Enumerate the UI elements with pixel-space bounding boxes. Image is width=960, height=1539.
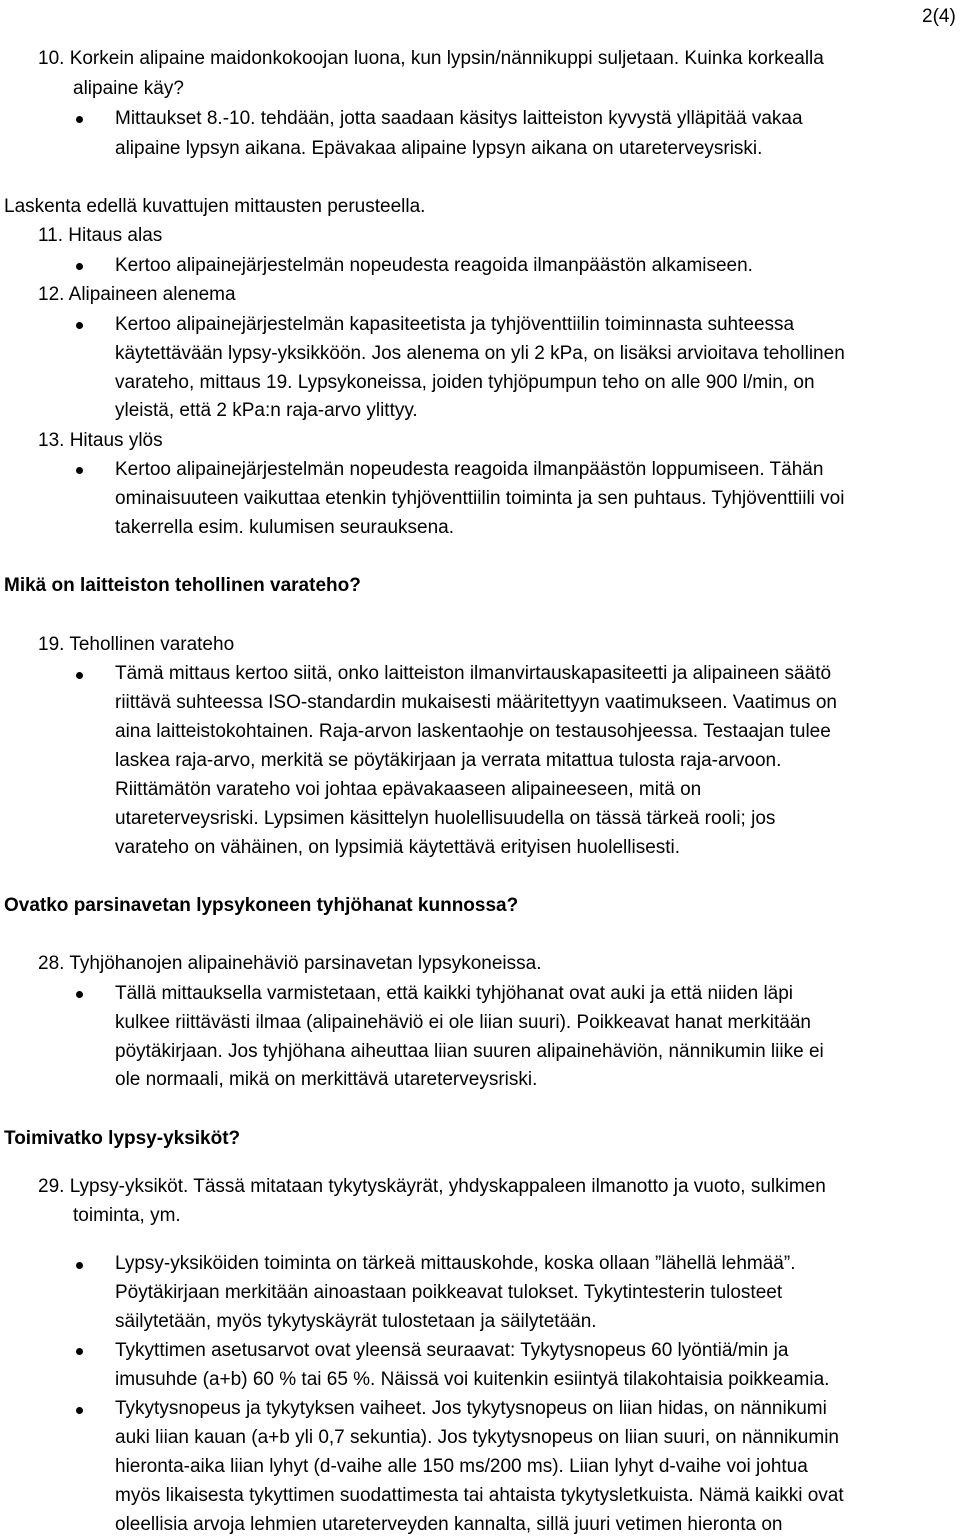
item-29-bullet-3-line-1: Tykytysnopeus ja tykytyksen vaiheet. Jos tykytysnopeus on liian hidas, on nännikumi	[115, 1398, 827, 1419]
item-29-bullet-2-line-1: Tykyttimen asetusarvot ovat yleensä seuraavat: Tykytysnopeus 60 lyöntiä/min ja	[115, 1340, 789, 1361]
item-29-line-1: 29. Lypsy-yksiköt. Tässä mitataan tykytyskäyrät, yhdyskappaleen ilmanotto ja vuoto, sulkimen	[38, 1176, 826, 1197]
item-28-bullet-line-3: pöytäkirjaan. Jos tyhjöhana aiheuttaa liian suuren alipainehäviön, nännikumin liike ei	[115, 1041, 824, 1062]
bullet-icon	[76, 322, 83, 329]
item-19-title: 19. Tehollinen varateho	[38, 634, 235, 655]
item-19-bullet-line-1: Tämä mittaus kertoo siitä, onko laitteiston ilmanvirtauskapasiteetti ja alipaineen säätö	[115, 663, 832, 684]
bullet-icon	[76, 991, 83, 998]
calculation-intro: Laskenta edellä kuvattujen mittausten perusteella.	[4, 196, 426, 217]
item-11-title: 11. Hitaus alas	[38, 225, 163, 246]
item-13-bullet-line-2: ominaisuuteen vaikuttaa etenkin tyhjöventtiilin toiminta ja sen puhtaus. Tyhjöventtiili voi	[115, 488, 845, 509]
item-29-bullet-1-line-2: Pöytäkirjaan merkitään ainoastaan poikkeavat tulokset. Tykytintesterin tulosteet	[115, 1282, 783, 1303]
item-29-bullet-3-line-4: myös likaisesta tykyttimen suodattimesta tai ahtaista tykytysletkuista. Nämä kaikki ovat	[115, 1485, 844, 1506]
item-19-bullet-line-6: utareterveysriski. Lypsimen käsittelyn huolellisuudella on tässä tärkeä rooli; jos	[115, 808, 776, 829]
bullet-icon	[76, 116, 83, 123]
item-19-bullet-line-2: riittävä suhteessa ISO-standardin mukaisesti määritettyyn vaatimukseen. Vaatimus on	[115, 692, 837, 713]
heading-varateho: Mikä on laitteiston tehollinen varateho?	[4, 575, 361, 596]
bullet-icon	[76, 467, 83, 474]
heading-lypsy-yksikot: Toimivatko lypsy-yksiköt?	[4, 1128, 241, 1149]
item-29-bullet-1-line-1: Lypsy-yksiköiden toiminta on tärkeä mittauskohde, koska ollaan ”lähellä lehmää”.	[115, 1253, 796, 1274]
item-10-bullet-line-2: alipaine lypsyn aikana. Epävakaa alipaine lypsyn aikana on utareterveysriski.	[115, 138, 763, 159]
item-29-bullet-2-line-2: imusuhde (a+b) 60 % tai 65 %. Näissä voi kuitenkin esiintyä tilakohtaisia poikkeamia.	[115, 1369, 830, 1390]
bullet-icon	[76, 263, 83, 270]
item-12-title: 12. Alipaineen alenema	[38, 284, 236, 305]
item-29-bullet-3-line-5: oleellisia arvoja lehmien utareterveyden kannalta, sillä juuri vetimen hieronta on	[115, 1514, 783, 1535]
item-12-bullet-line-4: yleistä, että 2 kPa:n raja-arvo ylittyy.	[115, 400, 418, 421]
item-10-bullet-line-1: Mittaukset 8.-10. tehdään, jotta saadaan käsitys laitteiston kyvystä ylläpitää vakaa	[115, 108, 803, 129]
item-12-bullet-line-3: varateho, mittaus 19. Lypsykoneissa, joiden tyhjöpumpun teho on alle 900 l/min, on	[115, 372, 815, 393]
item-19-bullet-line-4: laskea raja-arvo, merkitä se pöytäkirjaan ja verrata mitattua tulosta raja-arvoon.	[115, 750, 782, 771]
item-29-bullet-3-line-2: auki liian kauan (a+b yli 0,7 sekuntia). Jos tykytysnopeus on liian suuri, on nännikumin	[115, 1427, 839, 1448]
heading-tyhjohanat: Ovatko parsinavetan lypsykoneen tyhjöhanat kunnossa?	[4, 895, 519, 916]
item-28-bullet-line-4: ole normaali, mikä on merkittävä utareterveysriski.	[115, 1069, 538, 1090]
item-13-bullet-line-1: Kertoo alipainejärjestelmän nopeudesta reagoida ilmanpäästön loppumiseen. Tähän	[115, 459, 824, 480]
item-28-title: 28. Tyhjöhanojen alipainehäviö parsinavetan lypsykoneissa.	[38, 953, 542, 974]
item-29-bullet-3-line-3: hieronta-aika liian lyhyt (d-vaihe alle 150 ms/200 ms). Liian lyhyt d-vaihe voi johtua	[115, 1456, 808, 1477]
item-10-line-1: 10. Korkein alipaine maidonkokoojan luona, kun lypsin/nännikuppi suljetaan. Kuinka korkealla	[38, 48, 824, 69]
item-29-bullet-1-line-3: säilytetään, myös tykytyskäyrät tulostetaan ja säilytetään.	[115, 1311, 597, 1332]
item-19-bullet-line-7: varateho on vähäinen, on lypsimiä käytettävä erityisen huolellisesti.	[115, 837, 681, 858]
item-28-bullet-line-2: kulkee riittävästi ilmaa (alipainehäviö ei ole liian suuri). Poikkeavat hanat merkitään	[115, 1012, 811, 1033]
item-13-bullet-line-3: takerrella esim. kulumisen seurauksena.	[115, 517, 454, 538]
item-12-bullet-line-2: käytettävään lypsy-yksikköön. Jos alenema on yli 2 kPa, on lisäksi arvioitava tehollinen	[115, 343, 845, 364]
item-28-bullet-line-1: Tällä mittauksella varmistetaan, että kaikki tyhjöhanat ovat auki ja että niiden läpi	[115, 983, 794, 1004]
bullet-icon	[76, 1262, 83, 1269]
item-13-title: 13. Hitaus ylös	[38, 430, 163, 451]
bullet-icon	[76, 672, 83, 679]
bullet-icon	[76, 1407, 83, 1414]
item-12-bullet-line-1: Kertoo alipainejärjestelmän kapasiteetista ja tyhjöventtiilin toiminnasta suhteessa	[115, 314, 795, 335]
item-19-bullet-line-5: Riittämätön varateho voi johtaa epävakaaseen alipaineeseen, mitä on	[115, 779, 702, 800]
item-29-line-2: toiminta, ym.	[73, 1205, 181, 1226]
item-11-bullet-line-1: Kertoo alipainejärjestelmän nopeudesta reagoida ilmanpäästön alkamiseen.	[115, 255, 753, 276]
item-10-line-2: alipaine käy?	[73, 78, 184, 99]
page-number: 2(4)	[922, 6, 956, 27]
bullet-icon	[76, 1348, 83, 1355]
item-19-bullet-line-3: aina laitteistokohtainen. Raja-arvon laskentaohje on testausohjeessa. Testaajan tulee	[115, 721, 831, 742]
